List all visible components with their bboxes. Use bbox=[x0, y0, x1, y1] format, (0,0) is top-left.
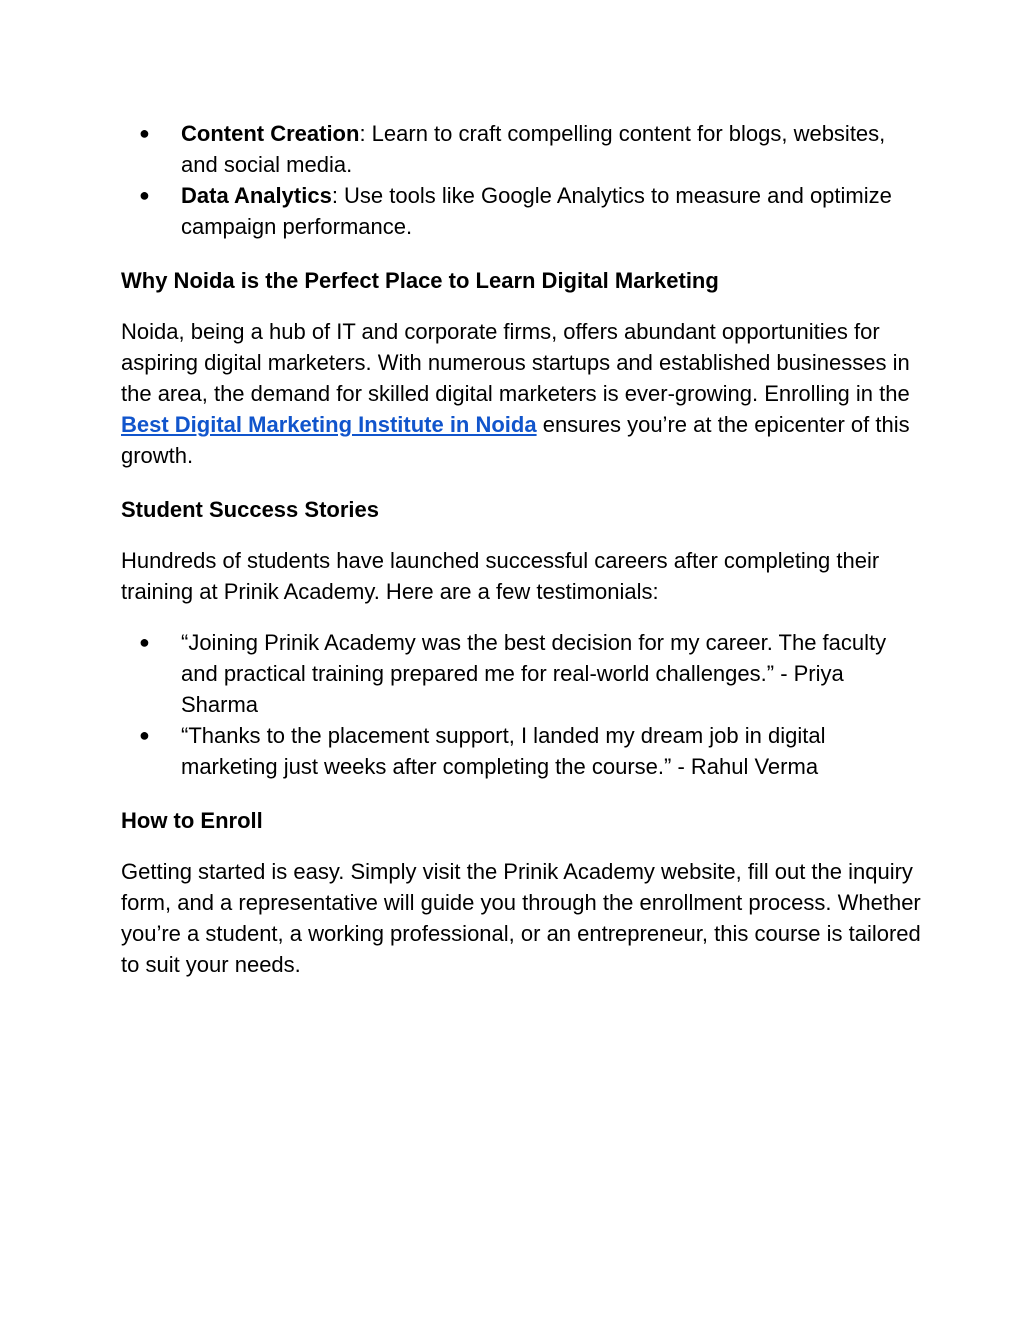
testimonial-item bbox=[121, 627, 921, 720]
bullet-icon: ● bbox=[139, 185, 150, 205]
institute-link[interactable]: Best Digital Marketing Institute in Noida bbox=[121, 412, 537, 437]
list-item-data-analytics bbox=[121, 180, 921, 242]
section-heading-noida: Why Noida is the Perfect Place to Learn Digital Marketing bbox=[121, 268, 719, 293]
testimonial-text: “Joining Prinik Academy was the best decision for my career. The faculty and practical training prepared me for real-world challenges.” - Priya Sharma bbox=[181, 630, 887, 717]
paragraph-noida bbox=[121, 316, 921, 471]
section-heading-success: Student Success Stories bbox=[121, 497, 379, 522]
list-item-text: : Use tools like Google Analytics to measure and optimize campaign performance. bbox=[181, 183, 892, 239]
document-page bbox=[121, 118, 921, 980]
paragraph-enroll: Getting started is easy. Simply visit the Prinik Academy website, fill out the inquiry form, and a representative will guide you through the enrollment process. Whether you’re a student, a working professional, or an entrepreneur, this course is tailored to suit your needs. bbox=[121, 859, 921, 977]
testimonials-list bbox=[121, 627, 921, 782]
section-heading-enroll: How to Enroll bbox=[121, 808, 263, 833]
list-item-content-creation bbox=[121, 118, 921, 180]
paragraph-text: Noida, being a hub of IT and corporate firms, offers abundant opportunities for aspiring digital marketers. With numerous startups and established businesses in the area, the demand for skilled digital marketers is ever-growing. Enrolling in the bbox=[121, 319, 910, 406]
bullet-icon: ● bbox=[139, 725, 150, 745]
list-item-term: Content Creation bbox=[181, 121, 360, 146]
paragraph-success: Hundreds of students have launched successful careers after completing their training at Prinik Academy. Here are a few testimonials: bbox=[121, 548, 880, 604]
testimonial-text: “Thanks to the placement support, I landed my dream job in digital marketing just weeks after completing the course.” - Rahul Verma bbox=[181, 723, 826, 779]
paragraph-text: ensures you’re at the epicenter of this growth. bbox=[121, 412, 910, 468]
testimonial-item bbox=[121, 720, 921, 782]
bullet-icon: ● bbox=[139, 123, 150, 143]
bullet-icon: ● bbox=[139, 632, 150, 652]
list-item-text: : Learn to craft compelling content for blogs, websites, and social media. bbox=[181, 121, 886, 177]
list-item-term: Data Analytics bbox=[181, 183, 332, 208]
skills-list bbox=[121, 118, 921, 242]
